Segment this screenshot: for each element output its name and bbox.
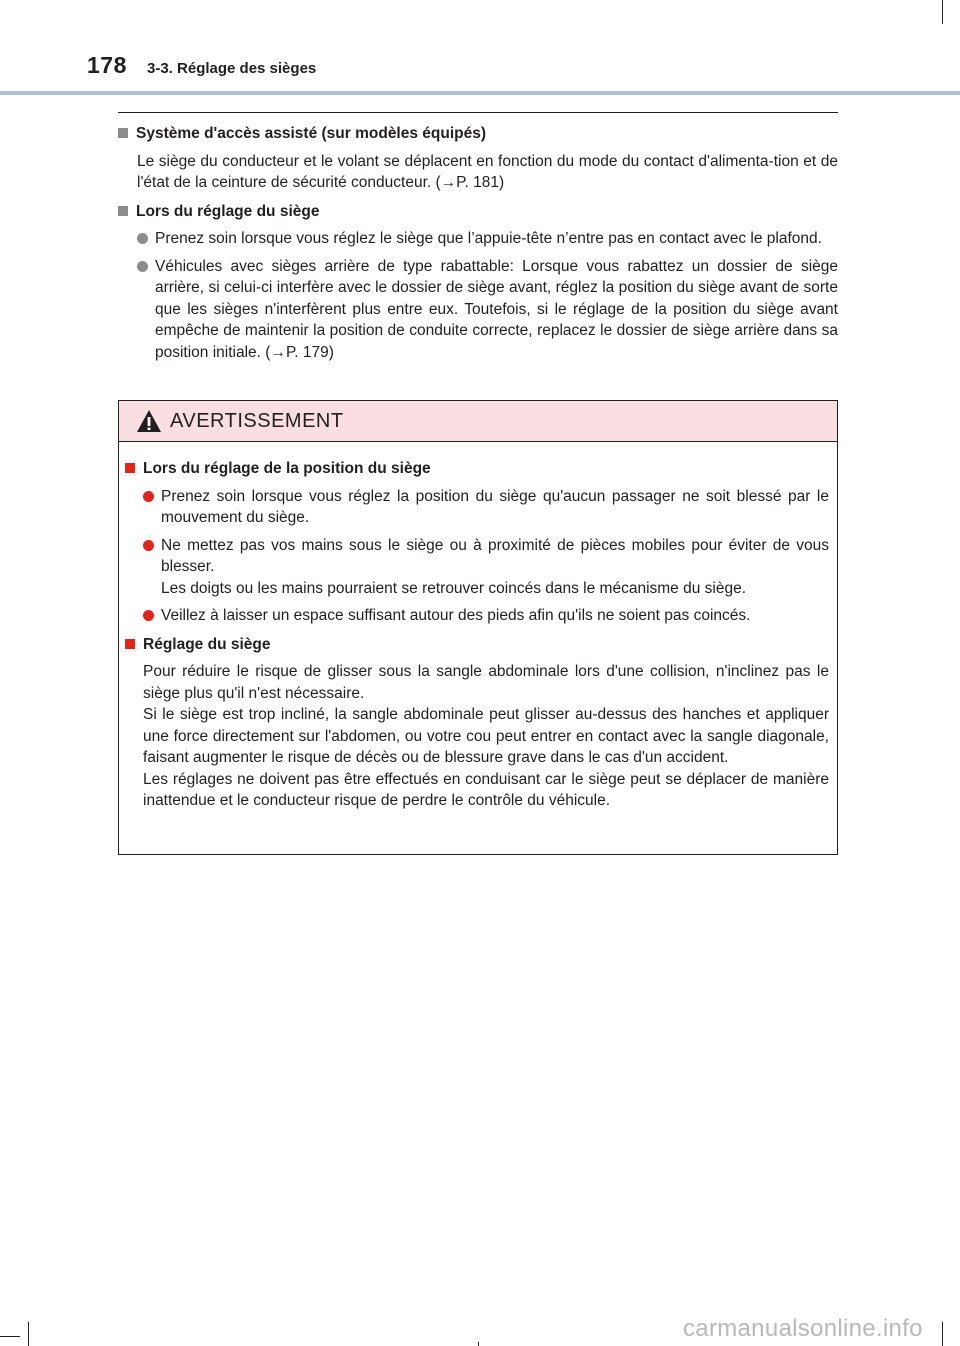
paragraph-systeme-acces: Le siège du conducteur et le volant se déplacent en fonction du mode du contact d'alimenta-tion et de l'état de la ceinture de sécurité conducteur. (→P. 181)	[137, 152, 838, 191]
paragraph-line: Pour réduire le risque de glisser sous la sangle abdominale lors d'une collision, n'inclinez pas le siège plus qu'il n'est nécessaire.	[143, 663, 829, 702]
content	[118, 123, 838, 363]
paragraph-line: Si le siège est trop incliné, la sangle abdominale peut glisser au-dessus des hanches et appliquer une force directement sur l'abdomen, ou votre cou peut entrer en contact avec la sangle diagonale, faisant augmenter le risque de décès ou de blessure grave dans le cas d'un accident.	[143, 706, 829, 766]
page-header	[0, 0, 960, 96]
bullet-text: Prenez soin lorsque vous réglez la position du siège qu'aucun passager ne soit blessé par le mouvement du siège.	[161, 487, 829, 526]
watermark: carmanualsonline.info	[683, 1315, 923, 1342]
warning-box	[118, 400, 838, 855]
heading-reglage-position	[125, 458, 829, 480]
bullet-text-line: Les doigts ou les mains pourraient se retrouver coincés dans le mécanisme du siège.	[161, 579, 747, 597]
header-rule	[0, 91, 960, 95]
warning-paragraph	[143, 661, 829, 812]
crop-mark	[942, 0, 943, 24]
crop-mark	[942, 1322, 943, 1346]
square-bullet-icon	[125, 639, 135, 649]
crop-mark	[0, 1336, 20, 1337]
dot-bullet-icon	[143, 540, 154, 551]
heading-text: Lors du réglage du siège	[136, 202, 320, 220]
warning-body	[119, 442, 837, 812]
heading-reglage-siege	[125, 634, 829, 656]
warning-header	[119, 401, 837, 442]
bullet-item	[137, 228, 838, 250]
square-bullet-icon	[125, 463, 135, 473]
crop-mark	[28, 1322, 29, 1346]
square-bullet-icon	[118, 206, 128, 216]
bullet-item	[143, 535, 829, 600]
bullet-item	[143, 486, 829, 529]
dot-bullet-icon	[143, 491, 154, 502]
bullet-text	[161, 535, 829, 600]
paragraph-line: Les réglages ne doivent pas être effectués en conduisant car le siège peut se déplacer de manière inattendue et le conducteur risque de perdre le contrôle du véhicule.	[143, 770, 829, 809]
dot-bullet-icon	[137, 261, 148, 272]
crop-mark	[478, 1342, 479, 1346]
heading-systeme-acces	[118, 123, 838, 145]
dot-bullet-icon	[143, 610, 154, 621]
bullet-text-line: Ne mettez pas vos mains sous le siège ou à proximité de pièces mobiles pour éviter de vous blesser.	[161, 536, 829, 575]
heading-text: Réglage du siège	[143, 635, 271, 653]
bullet-text: Prenez soin lorsque vous réglez le siège que l’appuie-tête n’entre pas en contact avec le plafond.	[155, 230, 822, 247]
heading-text: Système d'accès assisté (sur modèles équipés)	[136, 125, 487, 142]
bullet-item	[137, 256, 838, 364]
page-number: 178	[87, 52, 127, 78]
heading-lors-reglage	[118, 201, 838, 223]
warning-triangle-icon	[136, 409, 162, 433]
bullet-text: Véhicules avec sièges arrière de type rabattable: Lorsque vous rabattez un dossier de siège arrière, si celui-ci interfère avec le dossier de siège avant, réglez la position du siège avant de sorte que les sièges n'interfèrent plus entre eux. Toutefois, si le réglage de la position du siège avant empêche de maintenir la position de conduite correcte, replacez le dossier de siège arrière dans sa position initiale. (→P. 179)	[155, 257, 838, 361]
heading-text: Lors du réglage de la position du siège	[143, 460, 431, 477]
content-rule	[118, 112, 838, 113]
warning-title: AVERTISSEMENT	[170, 409, 344, 432]
bullet-text: Veillez à laisser un espace suffisant autour des pieds afin qu'ils ne soient pas coincés.	[161, 607, 751, 624]
bullet-item	[143, 605, 829, 627]
square-bullet-icon	[118, 128, 128, 138]
dot-bullet-icon	[137, 233, 148, 244]
section-title: 3-3. Réglage des sièges	[147, 60, 317, 77]
